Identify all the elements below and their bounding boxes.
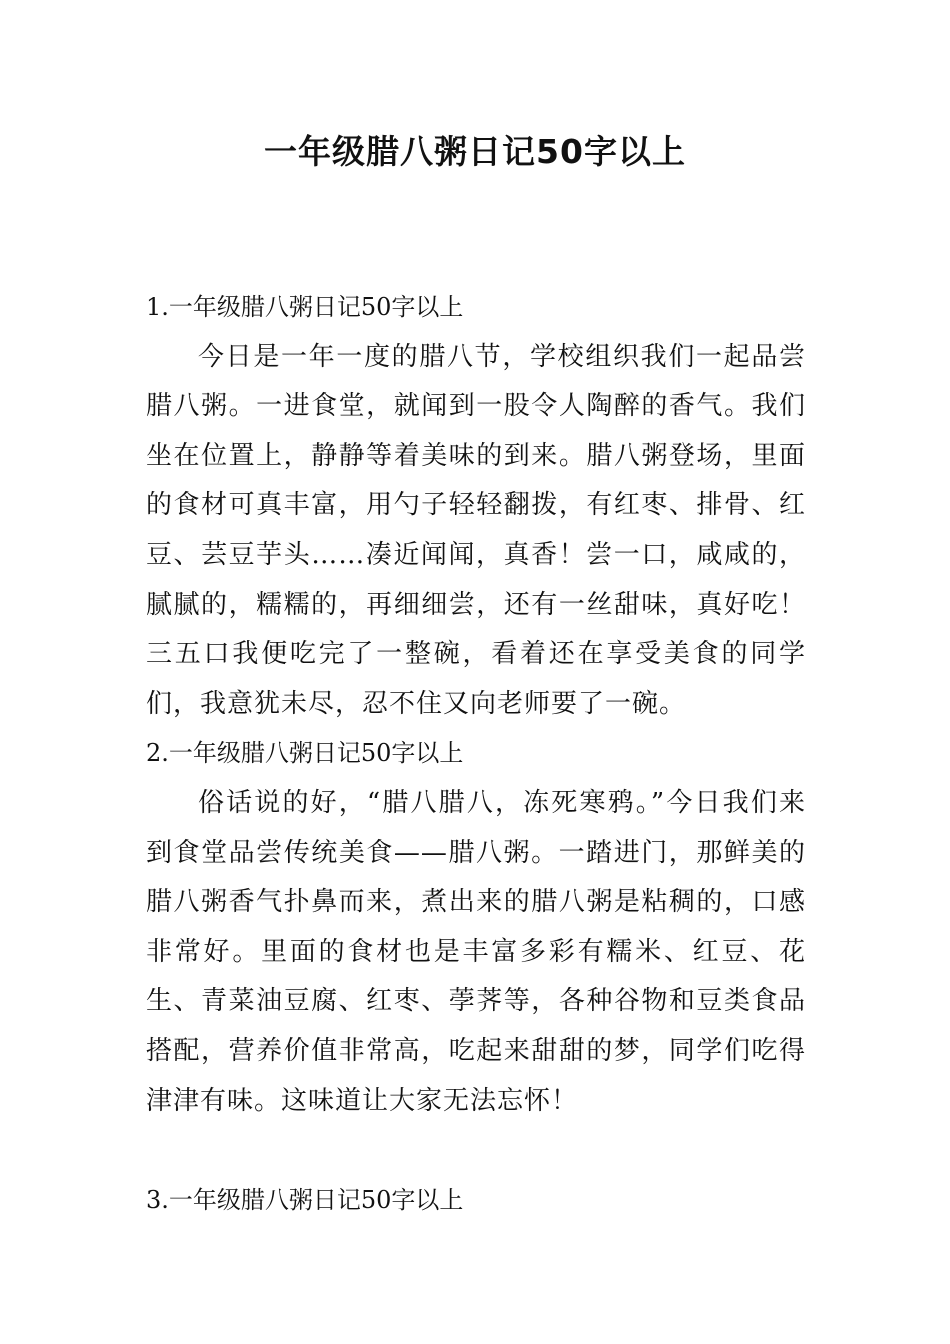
document-title: 一年级腊八粥日记50字以上 <box>264 132 686 171</box>
document-body <box>146 283 806 1225</box>
section-paragraph-1: 今日是一年一度的腊八节，学校组织我们一起品尝腊八粥。一进食堂，就闻到一股令人陶醉的香气。我们坐在位置上，静静等着美味的到来。腊八粥登场，里面的食材可真丰富，用勺子轻轻翻拨，有红枣、排骨、红豆、芸豆芋头……凑近闻闻，真香！尝一口，咸咸的，腻腻的，糯糯的，再细细尝，还有一丝甜味，真好吃！三五口我便吃完了一整碗，看着还在享受美食的同学们，我意犹未尽，忍不住又向老师要了一碗。 <box>146 341 806 719</box>
section-heading-3: 3.一年级腊八粥日记50字以上 <box>146 1185 464 1214</box>
section-heading-2: 2.一年级腊八粥日记50字以上 <box>146 739 464 768</box>
blank-line <box>146 1126 806 1176</box>
section-heading-1: 1.一年级腊八粥日记50字以上 <box>146 293 464 321</box>
section-paragraph-2: 俗话说的好，“腊八腊八，冻死寒鸦。”今日我们来到食堂品尝传统美食——腊八粥。一踏进门，那鲜美的腊八粥香气扑鼻而来，煮出来的腊八粥是粘稠的，口感非常好。里面的食材也是丰富多彩有糯米、红豆、花生、青菜油豆腐、红枣、荸荠等，各种谷物和豆类食品搭配，营养价值非常高，吃起来甜甜的梦，同学们吃得津津有味。这味道让大家无法忘怀！ <box>146 787 806 1116</box>
